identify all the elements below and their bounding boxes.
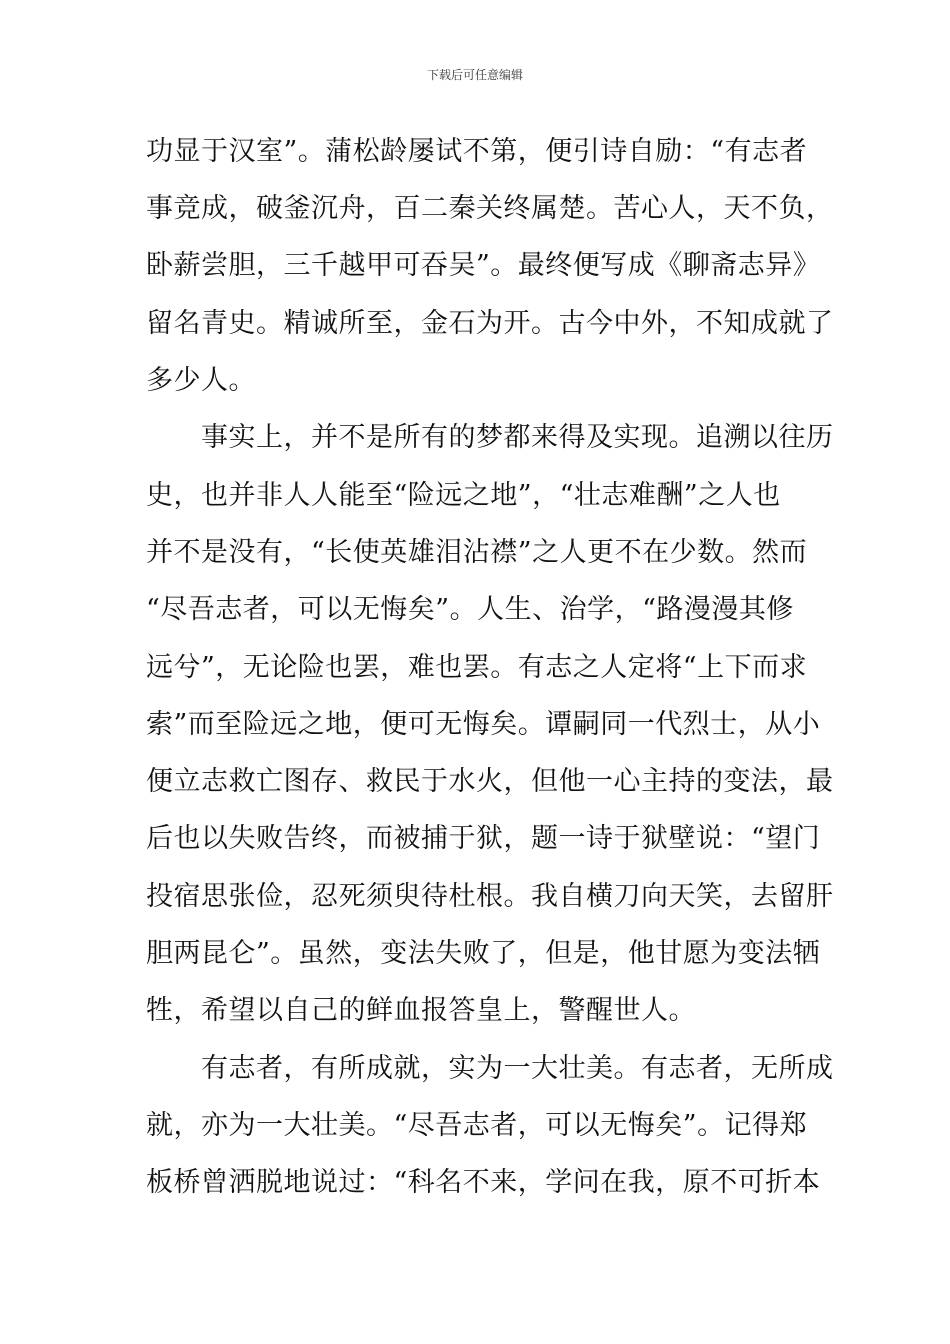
text-line: 板桥曾洒脱地说过：“科名不来，学问在我，原不可折本 (146, 1167, 821, 1198)
text-line: 远兮”，无论险也罢，难也罢。有志之人定将“上下而求 (146, 652, 808, 683)
page-header: 下载后可任意编辑 (426, 68, 523, 82)
text-line: 史，也并非人人能至“险远之地”，“壮志难酬”之人也 (146, 480, 781, 511)
text-line: 功显于汉室”。蒲松龄屡试不第，便引诗自励：“有志者 (146, 136, 808, 167)
text-line: 投宿思张俭，忍死须臾待杜根。我自横刀向天笑，去留肝 (146, 881, 834, 912)
text-line: 牲，希望以自己的鲜血报答皇上，警醒世人。 (146, 995, 696, 1026)
text-line: 事竞成，破釜沉舟，百二秦关终属楚。苦心人，天不负， (146, 193, 834, 224)
text-line: 事实上，并不是所有的梦都来得及实现。追溯以往历 (146, 422, 834, 453)
text-line: 后也以失败告终，而被捕于狱，题一诗于狱壁说：“望门 (146, 823, 821, 854)
text-line: “尽吾志者，可以无悔矣”。人生、治学，“路漫漫其修 (146, 594, 794, 625)
text-line: 索”而至险远之地，便可无悔矣。谭嗣同一代烈士，从小 (146, 709, 821, 740)
text-line: 便立志救亡图存、救民于水火，但他一心主持的变法，最 (146, 766, 834, 797)
text-line: 多少人。 (146, 365, 256, 396)
text-line: 有志者，有所成就，实为一大壮美。有志者，无所成 (146, 1053, 834, 1084)
text-line: 卧薪尝胆，三千越甲可吞吴”。最终便写成《聊斋志异》 (146, 250, 821, 281)
text-line: 胆两昆仑”。虽然，变法失败了，但是，他甘愿为变法牺 (146, 938, 821, 969)
text-line: 就，亦为一大壮美。“尽吾志者，可以无悔矣”。记得郑 (146, 1110, 808, 1141)
text-line: 并不是没有，“长使英雄泪沾襟”之人更不在少数。然而 (146, 537, 808, 568)
text-line: 留名青史。精诚所至，金石为开。古今中外，不知成就了 (146, 308, 834, 339)
